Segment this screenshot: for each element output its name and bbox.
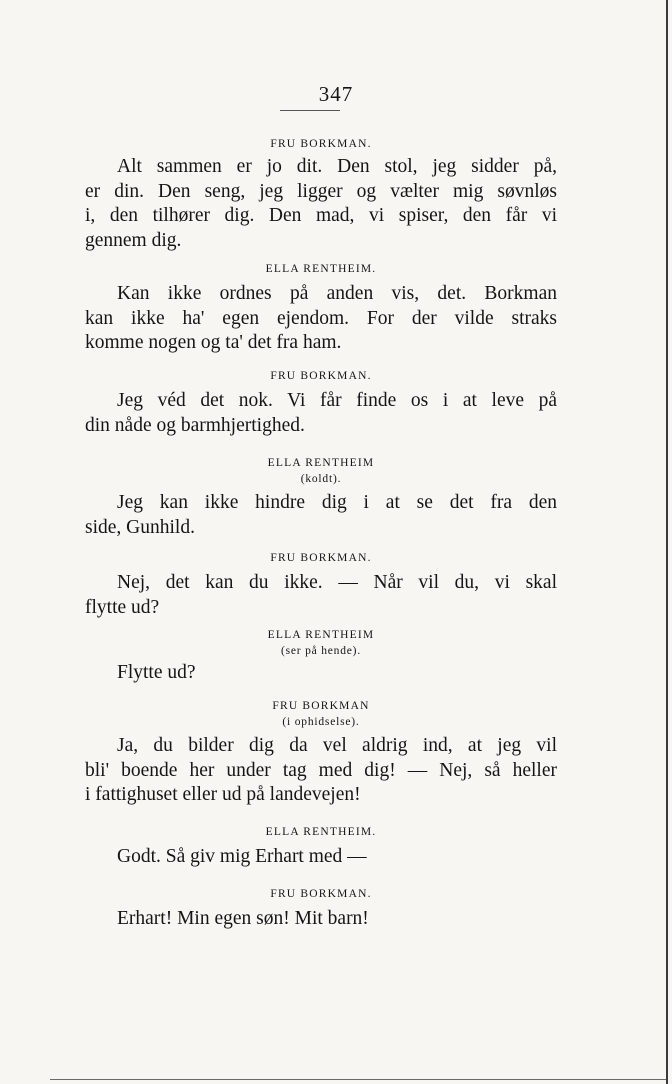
speech-line: er din. Den seng, jeg ligger og vælter mig søvnløs bbox=[85, 180, 557, 202]
dialogue-entry bbox=[85, 455, 557, 540]
speech-text bbox=[85, 491, 557, 540]
speech-text bbox=[85, 571, 557, 620]
speech-line: flytte ud? bbox=[85, 596, 160, 618]
speech-line: i, den tilhører dig. Den mad, vi spiser, den får vi bbox=[85, 205, 557, 226]
speech-line: Jeg véd det nok. Vi får finde os i at leve på bbox=[117, 390, 557, 411]
speech-line: i fattighuset eller ud på landevejen! bbox=[85, 784, 361, 805]
dialogue-entry bbox=[85, 136, 557, 253]
speech-line: Godt. Så giv mig Erhart med — bbox=[117, 846, 367, 867]
speech-text bbox=[85, 845, 557, 870]
dialogue-entry bbox=[85, 261, 557, 356]
dialogue-entry bbox=[85, 368, 557, 438]
speech-line: din nåde og barmhjertighed. bbox=[85, 414, 305, 436]
speech-line: Flytte ud? bbox=[117, 662, 196, 683]
speaker-name: FRU BORKMAN bbox=[272, 700, 370, 712]
speech-line: Jeg kan ikke hindre dig i at se det fra den bbox=[117, 492, 557, 513]
speech-line: gennem dig. bbox=[85, 229, 182, 251]
speaker-name: ELLA RENTHEIM bbox=[267, 457, 375, 469]
speaker-name: FRU BORKMAN. bbox=[270, 888, 372, 900]
stage-direction: (i ophidselse). bbox=[282, 716, 360, 728]
speech-text bbox=[85, 389, 557, 438]
speaker-name: ELLA RENTHEIM. bbox=[265, 263, 377, 275]
page-edge-right bbox=[666, 0, 668, 1084]
dialogue-entry bbox=[85, 698, 557, 808]
page-number-rule bbox=[280, 110, 340, 111]
speech-line: kan ikke ha' egen ejendom. For der vilde straks bbox=[85, 307, 557, 329]
dialogue-entry bbox=[85, 627, 557, 686]
dialogue-entry bbox=[85, 886, 557, 932]
speech-text bbox=[85, 661, 557, 686]
page-number: 347 bbox=[318, 82, 354, 106]
speech-text bbox=[85, 155, 557, 253]
speaker-name: ELLA RENTHEIM bbox=[267, 629, 375, 641]
dialogue-entry bbox=[85, 550, 557, 620]
speech-line: Kan ikke ordnes på anden vis, det. Borkman bbox=[117, 283, 557, 304]
speech-text bbox=[85, 907, 557, 932]
speech-line: bli' boende her under tag med dig! — Nej, så heller bbox=[85, 759, 557, 781]
speech-line: Ja, du bilder dig da vel aldrig ind, at jeg vil bbox=[117, 735, 557, 756]
speaker-name: FRU BORKMAN. bbox=[270, 138, 372, 150]
speech-line: Nej, det kan du ikke. — Når vil du, vi skal bbox=[117, 572, 557, 593]
stage-direction: (ser på hende). bbox=[280, 645, 361, 657]
stage-direction: (koldt). bbox=[300, 473, 342, 485]
speaker-name: FRU BORKMAN. bbox=[270, 370, 372, 382]
speech-line: komme nogen og ta' det fra ham. bbox=[85, 332, 342, 353]
page-edge-bottom bbox=[50, 1079, 666, 1080]
speech-line: Alt sammen er jo dit. Den stol, jeg sidder på, bbox=[117, 156, 557, 177]
speech-text bbox=[85, 282, 557, 356]
speech-text bbox=[85, 734, 557, 808]
speech-line: side, Gunhild. bbox=[85, 516, 195, 538]
speech-line: Erhart! Min egen søn! Mit barn! bbox=[117, 908, 369, 929]
speaker-name: FRU BORKMAN. bbox=[270, 552, 372, 564]
dialogue-entry bbox=[85, 824, 557, 870]
speaker-name: ELLA RENTHEIM. bbox=[265, 826, 377, 838]
